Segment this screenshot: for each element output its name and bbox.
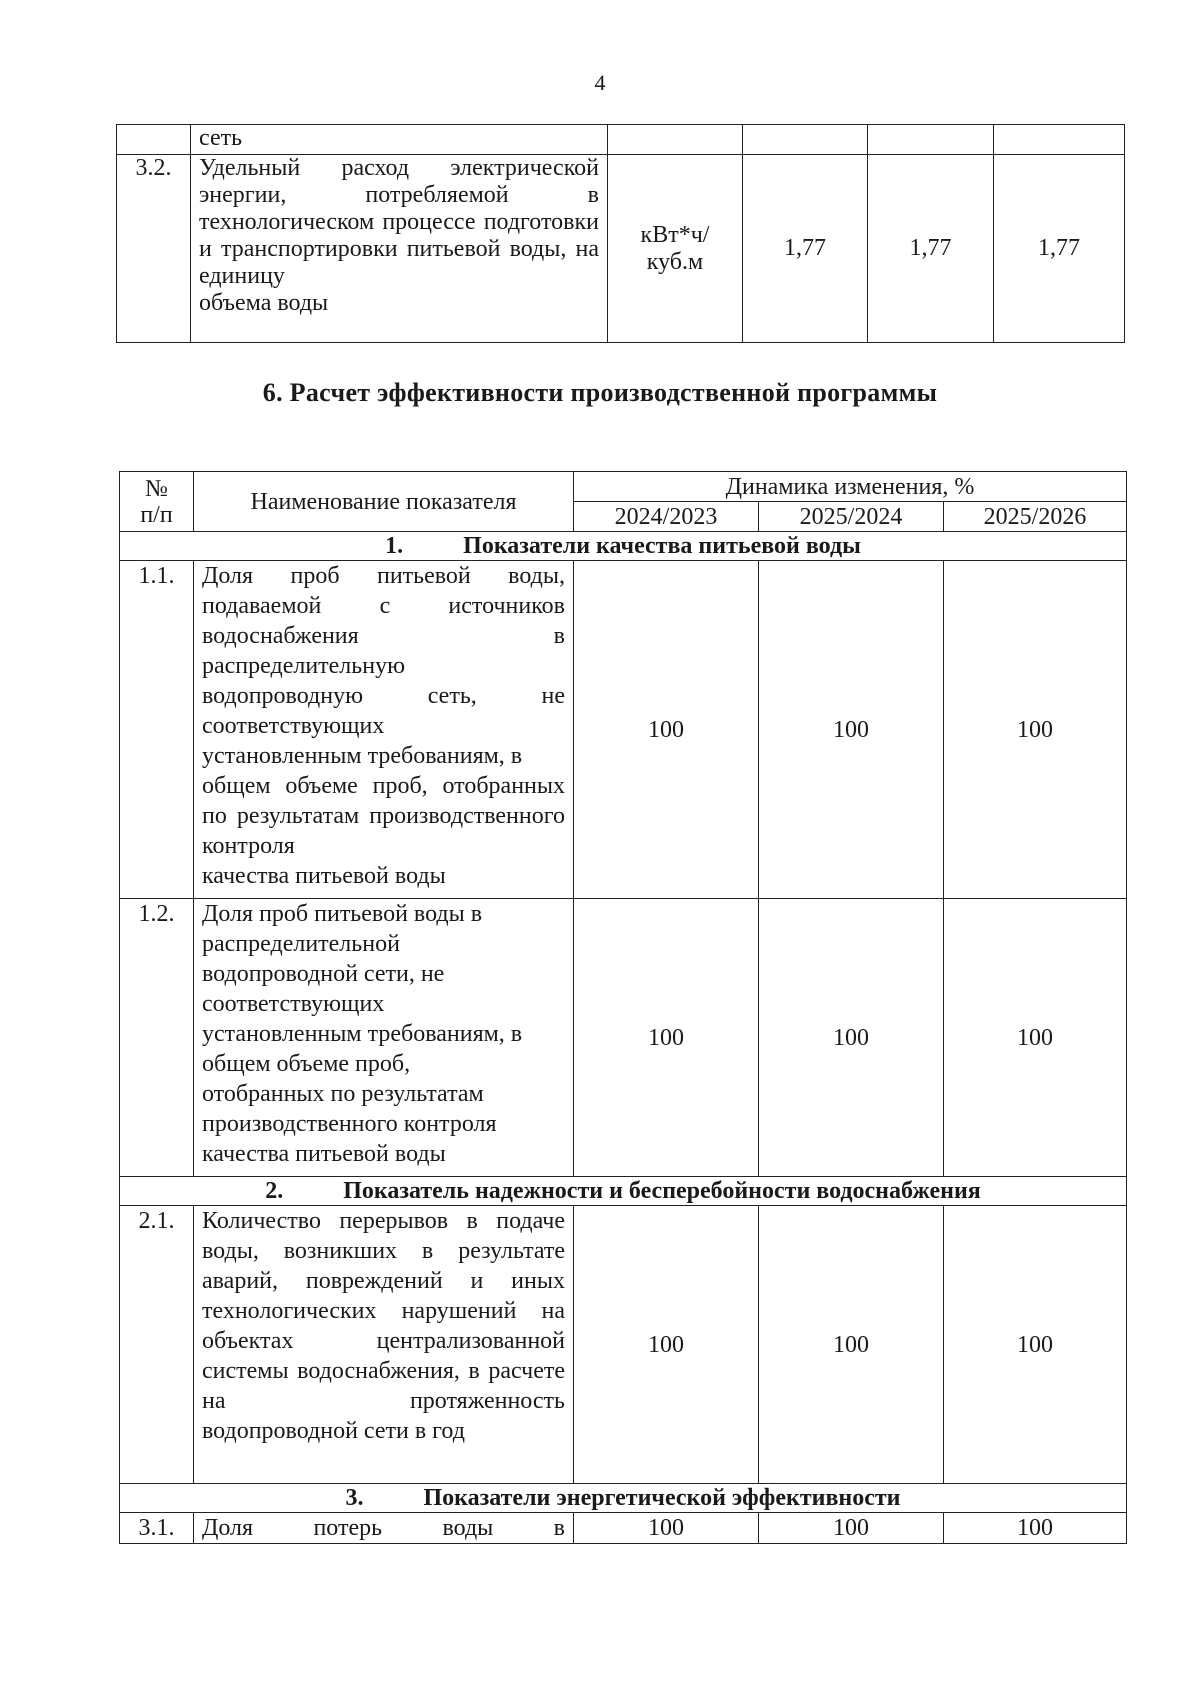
indicator-name: Удельный расход электрической энергии, потребляемой в технологическом процессе подготовки и транспортировки питьевой воды, на единицу объема воды [191, 155, 608, 343]
section-heading: 2. Показатель надежности и бесперебойности водоснабжения [120, 1177, 1127, 1206]
header-dynamics: Динамика изменения, % [574, 472, 1127, 502]
row-number [117, 125, 191, 155]
table-row [120, 1206, 1127, 1484]
value-cell: 100 [944, 899, 1127, 1177]
value-cell: 1,77 [994, 155, 1125, 343]
table-row [120, 561, 1127, 899]
page-number: 4 [594, 70, 606, 95]
value-cell: 100 [944, 1206, 1127, 1484]
indicator-name: сеть [191, 125, 608, 155]
indicator-name: Количество перерывов в подаче воды, возникших в результате аварий, повреждений и иных технологических нарушений на объектах централизованной системы водоснабжения, в расчете на протяженность водопроводной сети в год [194, 1206, 574, 1484]
table-row [120, 1513, 1127, 1544]
indicators-table-continued [116, 124, 1125, 343]
value-cell [743, 125, 868, 155]
value-cell [994, 125, 1125, 155]
value-cell: 100 [944, 1513, 1127, 1544]
value-cell: 100 [759, 561, 944, 899]
value-cell: 1,77 [868, 155, 994, 343]
section-row [120, 532, 1127, 561]
unit-cell: кВт*ч/ куб.м [608, 155, 743, 343]
header-period: 2025/2024 [759, 502, 944, 532]
value-cell: 100 [574, 1206, 759, 1484]
unit-cell [608, 125, 743, 155]
efficiency-table [119, 471, 1127, 1544]
row-number: 3.2. [117, 155, 191, 343]
table-row [120, 899, 1127, 1177]
row-number: 2.1. [120, 1206, 194, 1484]
value-cell: 100 [944, 561, 1127, 899]
table-row [117, 155, 1125, 343]
indicator-name: Доля потерь воды в [194, 1513, 574, 1544]
value-cell [868, 125, 994, 155]
section-row [120, 1177, 1127, 1206]
header-period: 2025/2026 [944, 502, 1127, 532]
value-cell: 100 [759, 899, 944, 1177]
header-indicator-name: Наименование показателя [194, 472, 574, 532]
section-heading: 1. Показатели качества питьевой воды [120, 532, 1127, 561]
value-cell: 100 [574, 1513, 759, 1544]
row-number: 1.2. [120, 899, 194, 1177]
header-period: 2024/2023 [574, 502, 759, 532]
value-cell: 100 [759, 1206, 944, 1484]
header-number: № п/п [120, 472, 194, 532]
section-title: 6. Расчет эффективности производственной программы [262, 378, 938, 407]
indicator-name: Доля проб питьевой воды, подаваемой с источников водоснабжения в распределительную водопроводную сеть, не соответствующих установленным требованиям, в общем объеме проб, отобранных по результатам производственного контроля качества питьевой воды [194, 561, 574, 899]
table-row [117, 125, 1125, 155]
value-cell: 100 [574, 899, 759, 1177]
value-cell: 100 [574, 561, 759, 899]
indicator-name: Доля проб питьевой воды в распределительной водопроводной сети, не соответствующих установленным требованиям, в общем объеме проб, отобранных по результатам производственного контроля качества питьевой воды [194, 899, 574, 1177]
value-cell: 1,77 [743, 155, 868, 343]
row-number: 3.1. [120, 1513, 194, 1544]
header-row [120, 472, 1127, 502]
value-cell: 100 [759, 1513, 944, 1544]
row-number: 1.1. [120, 561, 194, 899]
section-row [120, 1484, 1127, 1513]
section-heading: 3. Показатели энергетической эффективности [120, 1484, 1127, 1513]
